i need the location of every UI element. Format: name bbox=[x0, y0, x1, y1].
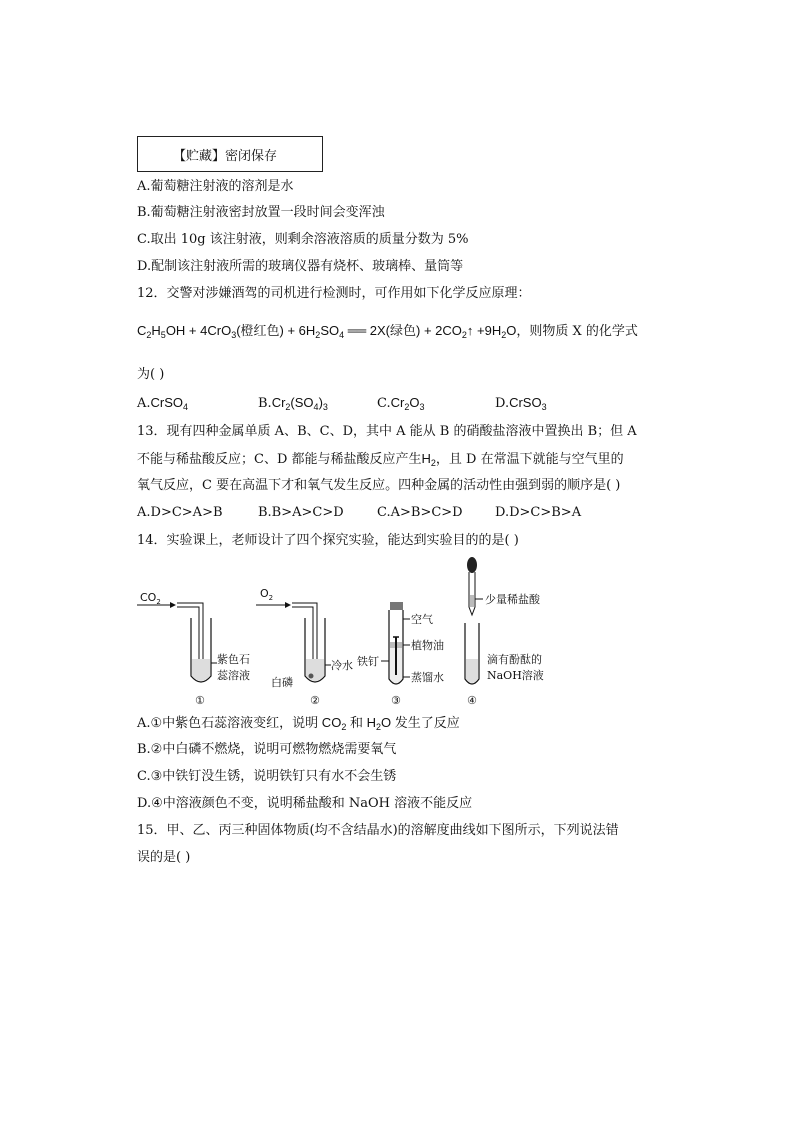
q12-cont: 为( ) bbox=[137, 367, 165, 382]
dropper-tube bbox=[469, 572, 475, 615]
co2-label: $CO_2$ bbox=[140, 591, 161, 606]
q11-option-a: A.葡萄糖注射液的溶剂是水 bbox=[137, 179, 294, 194]
dropper-acid bbox=[470, 595, 474, 607]
exp-number-4: ④ bbox=[467, 694, 477, 707]
q12-equation: $C_2H_5OH + 4CrO_3$(橙红色) + $6H_2SO_4$ ══ 2X(绿色) + $2CO_2↑ +9H_2O$，则物质 X 的化学式 bbox=[137, 323, 638, 340]
o2-label: $O_2$ bbox=[260, 587, 274, 602]
stopper-3 bbox=[390, 602, 403, 610]
q12-options bbox=[137, 395, 657, 415]
storage-box bbox=[137, 136, 323, 172]
white-p-label: 白磷 bbox=[271, 676, 293, 689]
phenol-label-1: 滴有酚酞的 bbox=[487, 653, 542, 666]
q13-line1: 13．现有四种金属单质 A、B、C、D，其中 A 能从 B 的硝酸盐溶液中置换出 B；但 A bbox=[137, 424, 637, 439]
q12-option-a: A.CrSO$_4$ bbox=[137, 395, 189, 412]
litmus-solution bbox=[192, 659, 210, 681]
o2-arrowhead bbox=[285, 602, 291, 608]
q13-option-a: A.D>C>A>B bbox=[137, 505, 223, 520]
exp-number-2: ② bbox=[310, 694, 320, 707]
q12-option-d: D.CrSO$_3$ bbox=[495, 395, 547, 412]
exp-number-1: ① bbox=[195, 694, 205, 707]
q14-option-b: B.②中白磷不燃烧，说明可燃物燃烧需要氧气 bbox=[137, 742, 397, 757]
q12-equation-tail: ，则物质 X 的化学式 bbox=[516, 324, 638, 339]
q13-option-d: D.D>C>B>A bbox=[495, 505, 582, 520]
water-label: 蒸馏水 bbox=[411, 671, 444, 684]
white-phosphorus bbox=[309, 674, 314, 679]
q14-stem: 14．实验课上，老师设计了四个探究实验，能达到实验目的的是( ) bbox=[137, 533, 519, 548]
q13-line2: 不能与稀盐酸反应；C、D 都能与稀盐酸反应产生$H_2$，且 D 在常温下就能与空气里的 bbox=[137, 451, 624, 468]
naoh-solution bbox=[466, 659, 478, 683]
nail-label: 铁钉 bbox=[357, 655, 379, 668]
gas-tube-1 bbox=[177, 603, 203, 667]
q12-option-c: $C.Cr_2O_3$ bbox=[377, 395, 425, 412]
q13-option-b: B.B>A>C>D bbox=[258, 505, 344, 520]
q11-option-c: C.取出 10g 该注射液，则剩余溶液溶质的质量分数为 5% bbox=[137, 232, 469, 247]
q12-option-b: $B.Cr_2(SO_4)_3$ bbox=[258, 395, 328, 412]
co2-arrowhead bbox=[170, 602, 176, 608]
experiment-diagram bbox=[137, 555, 597, 710]
exp-number-3: ③ bbox=[391, 694, 401, 707]
oil-label: 植物油 bbox=[411, 639, 444, 652]
storage-text: 【贮藏】密闭保存 bbox=[173, 149, 278, 164]
cold-water-label: 冷水 bbox=[331, 659, 353, 672]
q14-option-d: D.④中溶液颜色不变，说明稀盐酸和 NaOH 溶液不能反应 bbox=[137, 796, 473, 811]
q13-line3: 氧气反应，C 要在高温下才和氧气发生反应。四种金属的活动性由强到弱的顺序是( ) bbox=[137, 478, 621, 493]
phenol-label-2: NaOH溶液 bbox=[487, 669, 544, 682]
q11-option-b: B.葡萄糖注射液密封放置一段时间会变浑浊 bbox=[137, 205, 385, 220]
q11-option-d: D.配制该注射液所需的玻璃仪器有烧杯、玻璃棒、量筒等 bbox=[137, 259, 464, 274]
litmus-label-1: 紫色石 bbox=[217, 653, 250, 666]
q12-stem: 12．交警对涉嫌酒驾的司机进行检测时，可作用如下化学反应原理： bbox=[137, 286, 531, 301]
q15-line2: 误的是( ) bbox=[137, 850, 191, 865]
q14-option-a: A.①中紫色石蕊溶液变红，说明 $CO_2$ 和 $H_2O$ 发生了反应 bbox=[137, 715, 460, 732]
air-label: 空气 bbox=[411, 613, 433, 626]
acid-label: 少量稀盐酸 bbox=[485, 593, 540, 606]
q14-option-c: C.③中铁钉没生锈，说明铁钉只有水不会生锈 bbox=[137, 769, 397, 784]
q13-option-c: C.A>B>C>D bbox=[377, 505, 463, 520]
cold-water bbox=[306, 659, 324, 681]
litmus-label-2: 蕊溶液 bbox=[217, 669, 250, 682]
q15-line1: 15．甲、乙、丙三种固体物质(均不含结晶水)的溶解度曲线如下图所示，下列说法错 bbox=[137, 823, 619, 838]
dropper-bulb bbox=[467, 557, 477, 573]
